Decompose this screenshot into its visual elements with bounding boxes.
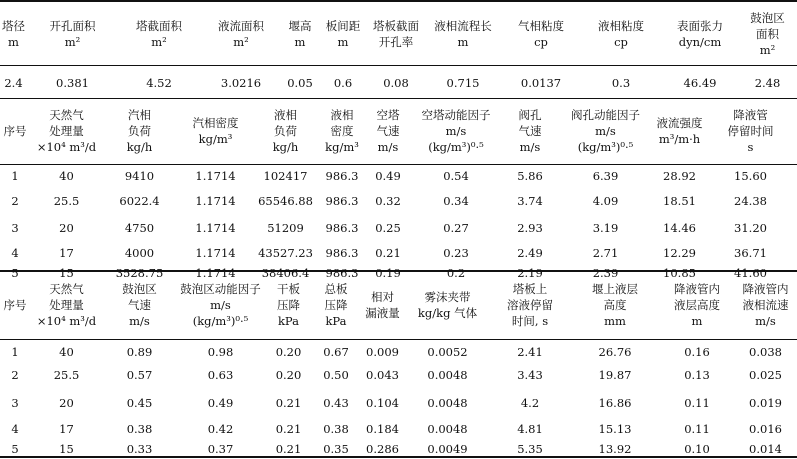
table-cell: 0.89 <box>126 345 153 359</box>
table-cell: 0.20 <box>275 345 302 359</box>
column-header <box>368 99 408 163</box>
column-header <box>30 272 103 337</box>
column-header-line: kPa <box>277 313 300 328</box>
column-header-line: m <box>294 35 306 49</box>
table-2-data-row <box>0 168 797 184</box>
column-header-line: 压降 <box>324 297 348 312</box>
column-header <box>0 4 27 64</box>
column-header <box>662 4 738 64</box>
table-cell: 0.381 <box>56 76 89 90</box>
column-header-line: 液相 <box>330 108 354 122</box>
table-cell: 0.104 <box>366 396 399 410</box>
column-header-line: 干板 <box>277 281 300 296</box>
column-header-line: cp <box>614 35 628 49</box>
table-cell: 3.19 <box>592 221 619 235</box>
table-3-data-row <box>0 421 797 437</box>
column-header <box>316 99 368 163</box>
table-cell: 0.016 <box>749 422 782 436</box>
column-header <box>655 99 704 163</box>
table-1-data-row <box>0 70 797 96</box>
column-header-line: 相对 <box>371 289 394 304</box>
column-header-line: 密度 <box>330 124 354 138</box>
column-header-line: 序号 <box>3 124 27 138</box>
table-cell: 0.63 <box>207 368 234 382</box>
table-cell: 40 <box>59 169 74 183</box>
table-cell: 5 <box>11 442 19 456</box>
column-header-line: 天然气 <box>49 281 84 296</box>
table-cell: 51209 <box>267 221 304 235</box>
column-header-line: 液相 <box>274 108 297 122</box>
column-header-line: m <box>691 313 703 328</box>
column-header-line: (kg/m³)⁰·⁵ <box>192 313 249 328</box>
column-header-line: 堰上液层 <box>592 281 638 296</box>
table-cell: 15.60 <box>734 169 767 183</box>
table-cell: 0.014 <box>749 442 782 456</box>
table-cell: 0.11 <box>684 422 710 436</box>
table-cell: 36.71 <box>734 246 767 260</box>
table-cell: 4.09 <box>592 194 619 208</box>
table-cell: 3.43 <box>517 368 543 382</box>
column-header-line: 塔板截面 <box>373 19 419 33</box>
table-cell: 986.3 <box>325 221 359 235</box>
table-cell: 2.41 <box>517 345 543 359</box>
column-header-line: dyn/cm <box>678 35 722 49</box>
column-header-line: 总板 <box>324 281 348 296</box>
table-cell: 0.32 <box>375 194 401 208</box>
table-cell: 40 <box>59 345 74 359</box>
table-cell: 2.71 <box>592 246 619 260</box>
column-header-line: 漏液量 <box>365 305 400 320</box>
table-cell: 0.05 <box>287 76 313 90</box>
table-cell: 0.3 <box>611 76 631 90</box>
table-cell: 0.038 <box>749 345 782 359</box>
table-cell: 0.10 <box>684 442 710 456</box>
table-cell: 0.21 <box>275 442 302 456</box>
table-cell: 3.0216 <box>220 76 262 90</box>
column-header-line: 鼓泡区 <box>122 281 157 296</box>
column-header-line: m³/m·h <box>658 132 701 146</box>
table-cell: 2 <box>11 194 19 208</box>
column-header <box>368 4 424 64</box>
table-cell: 3 <box>11 396 19 410</box>
table-cell: 1.1714 <box>195 246 236 260</box>
table-cell: 0.38 <box>323 422 349 436</box>
column-header-line: m² <box>64 35 81 49</box>
table-cell: 0.37 <box>207 442 234 456</box>
column-header-line: 汽相密度 <box>192 116 239 130</box>
column-header-line: m <box>337 35 349 49</box>
column-header-line: 阀孔 <box>518 108 542 122</box>
table-cell: 24.38 <box>734 194 767 208</box>
table-cell: 1 <box>11 345 19 359</box>
table-cell: 0.043 <box>366 368 399 382</box>
table-cell: 17 <box>59 246 74 260</box>
column-header <box>176 99 255 163</box>
column-header <box>30 99 103 163</box>
column-header-line: m/s <box>519 140 541 154</box>
column-header-line: m² <box>151 35 167 49</box>
column-header-line: 降液管内 <box>674 281 720 296</box>
table-cell: 5.86 <box>517 169 543 183</box>
column-header-line: 降液管 <box>733 108 768 122</box>
table-cell: 28.92 <box>663 169 696 183</box>
table-3-data-row <box>0 344 797 360</box>
table-cell: 0.34 <box>443 194 469 208</box>
column-header-line: 负荷 <box>128 124 151 138</box>
column-header-line: 液相粘度 <box>598 19 644 33</box>
table-cell: 4.52 <box>146 76 172 90</box>
table-cell: 2.93 <box>517 221 543 235</box>
table-cell: 0.23 <box>443 246 469 260</box>
table-cell: 5 <box>11 266 19 280</box>
table-cell: 2.19 <box>517 266 543 280</box>
table-cell: 20 <box>59 396 74 410</box>
column-header <box>405 272 490 337</box>
table-cell: 0.25 <box>375 221 401 235</box>
table-cell: 15 <box>59 266 74 280</box>
table-cell: 2.49 <box>517 246 543 260</box>
table-cell: 16.86 <box>598 396 632 410</box>
table-2-data-row <box>0 245 797 261</box>
column-header <box>408 99 504 163</box>
table-1-header-row <box>0 4 797 64</box>
table-rule <box>0 339 797 340</box>
column-header-line: 液流面积 <box>218 19 264 33</box>
column-header-line: (kg/m³)⁰·⁵ <box>577 140 634 154</box>
table-cell: 0.0052 <box>427 345 468 359</box>
table-cell: 1.1714 <box>195 266 236 280</box>
table-cell: 0.19 <box>375 266 401 280</box>
column-header-line: m/s <box>595 124 616 138</box>
column-header <box>734 272 797 337</box>
table-cell: 0.019 <box>749 396 782 410</box>
table-cell: 4750 <box>124 221 155 235</box>
column-header-line: 溶液停留 <box>507 297 553 312</box>
table-cell: 0.35 <box>323 442 349 456</box>
table-cell: 0.49 <box>375 169 401 183</box>
table-cell: 0.50 <box>323 368 349 382</box>
table-cell: 986.3 <box>325 169 359 183</box>
table-cell: 20 <box>59 221 74 235</box>
column-header <box>200 4 282 64</box>
table-cell: 43527.23 <box>258 246 313 260</box>
column-header-line: 开孔面积 <box>49 19 96 33</box>
column-header-line: 序号 <box>3 297 27 312</box>
table-cell: 0.21 <box>275 396 302 410</box>
column-header <box>502 4 580 64</box>
column-header-line: 面积 <box>756 27 779 41</box>
table-cell: 0.715 <box>446 76 480 90</box>
column-header-line: 压降 <box>277 297 300 312</box>
table-cell: 65546.88 <box>258 194 313 208</box>
column-header-line: m/s <box>445 124 467 138</box>
table-cell: 2.39 <box>592 266 619 280</box>
column-header-line: 负荷 <box>274 124 297 138</box>
table-3-data-row <box>0 441 797 457</box>
table-cell: 0.13 <box>684 368 710 382</box>
column-header-line: m/s <box>129 313 150 328</box>
column-header <box>255 99 316 163</box>
column-header-line: m/s <box>377 140 399 154</box>
table-cell: 0.42 <box>207 422 234 436</box>
table-cell: 5.35 <box>517 442 543 456</box>
column-header <box>282 4 318 64</box>
column-header-line: kg/kg 气体 <box>417 305 478 320</box>
column-header-line: 空塔动能因子 <box>421 108 491 122</box>
column-header-line: kg/h <box>126 140 153 154</box>
table-2-data-row <box>0 193 797 209</box>
column-header-line: m/s <box>755 313 776 328</box>
column-header-line: 塔截面积 <box>136 19 182 33</box>
table-cell: 0.286 <box>366 442 399 456</box>
table-cell: 0.0137 <box>520 76 562 90</box>
column-header-line: 气速 <box>128 297 151 312</box>
column-header-line: kg/h <box>272 140 299 154</box>
column-header-line: 液层高度 <box>674 297 720 312</box>
table-cell: 0.57 <box>126 368 153 382</box>
table-cell: 2 <box>11 368 19 382</box>
table-cell: 26.76 <box>598 345 632 359</box>
table-cell: 14.46 <box>663 221 696 235</box>
table-cell: 102417 <box>263 169 308 183</box>
column-header <box>570 272 660 337</box>
column-header-line: 开孔率 <box>378 35 414 49</box>
table-cell: 0.08 <box>383 76 409 90</box>
table-cell: 17 <box>59 422 74 436</box>
table-cell: 0.20 <box>275 368 302 382</box>
column-header <box>556 99 655 163</box>
table-cell: 9410 <box>124 169 155 183</box>
table-cell: 13.92 <box>598 442 632 456</box>
column-header-line: 堰高 <box>288 19 312 33</box>
column-header-line: 液相流速 <box>742 297 789 312</box>
table-cell: 986.3 <box>325 194 359 208</box>
column-header <box>580 4 662 64</box>
column-header-line: 液流强度 <box>656 116 703 130</box>
column-header-line: 液相流程长 <box>434 19 492 33</box>
column-header <box>490 272 570 337</box>
column-header-line: 气速 <box>376 124 400 138</box>
table-rule <box>0 164 797 165</box>
column-header-line: 时间, s <box>511 313 549 328</box>
table-cell: 0.6 <box>333 76 353 90</box>
column-header <box>312 272 360 337</box>
table-cell: 3 <box>11 221 19 235</box>
table-cell: 19.87 <box>598 368 632 382</box>
column-header <box>103 272 176 337</box>
table-cell: 15 <box>59 442 74 456</box>
table-cell: 18.51 <box>663 194 696 208</box>
column-header-line: 鼓泡区动能因子 <box>180 281 261 296</box>
column-header <box>318 4 368 64</box>
table-cell: 41.60 <box>734 266 767 280</box>
table-cell: 46.49 <box>683 76 717 90</box>
table-cell: 4 <box>11 422 19 436</box>
column-header-line: 气速 <box>518 124 542 138</box>
column-header-line: 塔板上 <box>512 281 548 296</box>
table-cell: 0.0048 <box>427 422 468 436</box>
column-header-line: m² <box>233 35 249 49</box>
column-header-line: 板间距 <box>325 19 361 33</box>
table-cell: 0.21 <box>275 422 302 436</box>
table-2-header-row <box>0 99 797 163</box>
table-3-data-row <box>0 367 797 383</box>
table-3-header-row <box>0 272 797 337</box>
column-header <box>265 272 312 337</box>
table-cell: 0.0049 <box>427 442 468 456</box>
table-cell: 986.3 <box>325 246 359 260</box>
column-header-line: m² <box>759 43 776 57</box>
column-header-line: m <box>457 35 469 49</box>
column-header-line: kPa <box>325 313 347 328</box>
column-header-line: 雾沫夹带 <box>424 289 471 304</box>
table-cell: 0.009 <box>366 345 399 359</box>
table-cell: 0.11 <box>684 396 710 410</box>
column-header-line: 塔径 <box>2 19 25 33</box>
column-header <box>118 4 200 64</box>
table-cell: 0.67 <box>323 345 349 359</box>
column-header <box>704 99 797 163</box>
table-cell: 4 <box>11 246 19 260</box>
table-cell: 38406.4 <box>261 266 310 280</box>
table-cell: 3528.75 <box>115 266 164 280</box>
column-header-line: 空塔 <box>376 108 400 122</box>
table-cell: 0.38 <box>126 422 153 436</box>
column-header-line: ×10⁴ m³/d <box>36 313 97 328</box>
column-header <box>176 272 265 337</box>
table-cell: 0.33 <box>126 442 153 456</box>
table-cell: 15.13 <box>598 422 632 436</box>
table-cell: 4000 <box>124 246 155 260</box>
table-rule <box>0 65 797 66</box>
column-header <box>103 99 176 163</box>
table-cell: 31.20 <box>734 221 767 235</box>
table-cell: 0.21 <box>375 246 401 260</box>
table-cell: 0.49 <box>207 396 234 410</box>
column-header-line: cp <box>534 35 548 49</box>
column-header-line: 降液管内 <box>742 281 789 296</box>
column-header-line: 汽相 <box>128 108 151 122</box>
column-header <box>27 4 118 64</box>
table-cell: 6.39 <box>592 169 619 183</box>
column-header-line: 气相粘度 <box>518 19 564 33</box>
column-header-line: m <box>8 35 19 49</box>
table-3-data-row <box>0 395 797 411</box>
table-cell: 2.4 <box>4 76 23 90</box>
column-header-line: kg/m³ <box>325 140 359 154</box>
table-cell: 0.43 <box>323 396 349 410</box>
table-cell: 0.025 <box>749 368 782 382</box>
table-cell: 1.1714 <box>195 194 236 208</box>
column-header-line: 处理量 <box>49 124 84 138</box>
table-cell: 0.16 <box>684 345 710 359</box>
table-2-data-row <box>0 220 797 236</box>
column-header-line: mm <box>604 313 626 328</box>
table-cell: 1.1714 <box>195 169 236 183</box>
column-header-line: kg/m³ <box>198 132 233 146</box>
column-header <box>0 272 30 337</box>
column-header-line: s <box>747 140 754 154</box>
column-header-line: 处理量 <box>49 297 84 312</box>
table-cell: 986.3 <box>325 266 359 280</box>
table-cell: 0.2 <box>446 266 466 280</box>
table-cell: 0.54 <box>443 169 469 183</box>
column-header-line: 鼓泡区 <box>750 11 785 25</box>
table-cell: 3.74 <box>517 194 543 208</box>
column-header <box>660 272 734 337</box>
column-header-line: m/s <box>210 297 231 312</box>
column-header-line: 天然气 <box>49 108 84 122</box>
column-header <box>424 4 502 64</box>
table-cell: 0.184 <box>366 422 399 436</box>
table-rule <box>0 0 797 2</box>
column-header <box>0 99 30 163</box>
table-cell: 0.0048 <box>427 396 468 410</box>
table-cell: 1.1714 <box>195 221 236 235</box>
column-header-line: 阀孔动能因子 <box>571 108 640 122</box>
table-cell: 2.48 <box>754 76 781 90</box>
column-header <box>504 99 556 163</box>
table-cell: 0.98 <box>207 345 234 359</box>
table-cell: 12.29 <box>663 246 696 260</box>
column-header-line: ×10⁴ m³/d <box>36 140 97 154</box>
table-cell: 0.27 <box>443 221 469 235</box>
table-cell: 10.85 <box>663 266 696 280</box>
table-cell: 4.81 <box>517 422 543 436</box>
column-header <box>360 272 405 337</box>
table-cell: 4.2 <box>520 396 540 410</box>
column-header-line: (kg/m³)⁰·⁵ <box>428 140 484 154</box>
column-header-line: 停留时间 <box>727 124 774 138</box>
table-cell: 0.45 <box>126 396 153 410</box>
column-header <box>738 4 797 64</box>
column-header-line: 高度 <box>603 297 627 312</box>
table-cell: 1 <box>11 169 19 183</box>
table-cell: 25.5 <box>53 194 80 208</box>
table-cell: 0.0048 <box>427 368 468 382</box>
table-cell: 6022.4 <box>119 194 160 208</box>
table-cell: 25.5 <box>53 368 80 382</box>
column-header-line: 表面张力 <box>677 19 723 33</box>
